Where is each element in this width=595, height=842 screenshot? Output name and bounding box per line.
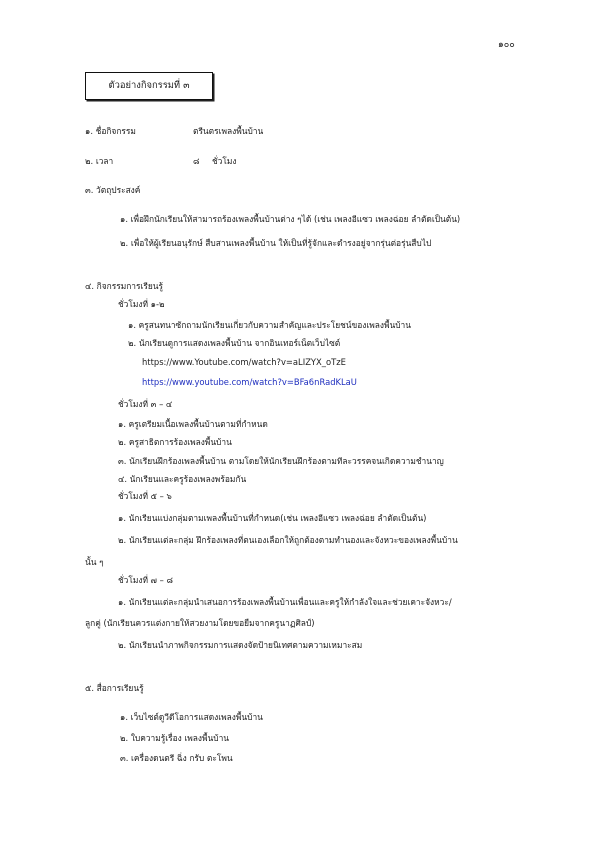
list-item-continuation: ลูกคู่ (นักเรียนควรแต่งกายให้สวยงามโดยขอยืมจากครูนาฏศิลป์) — [85, 618, 315, 628]
hours-7-8-heading: ชั่วโมงที่ ๗ – ๘ — [118, 575, 173, 585]
list-item: ๔. นักเรียนและครูร้องเพลงพร้อมกัน — [118, 474, 247, 484]
list-item: ๒. นักเรียนแต่ละกลุ่ม ฝึกร้องเพลงที่ตนเองเลือกให้ถูกต้องตามทำนองและจังหวะของเพลงพื้นบ้าน — [118, 535, 458, 545]
list-item: ๑. ครูเตรียมเนื้อเพลงพื้นบ้านตามที่กำหนด — [118, 419, 268, 429]
duration-unit: ชั่วโมง — [212, 156, 237, 166]
page-number: ๑๐๐ — [498, 40, 515, 50]
activity-title-box — [85, 72, 213, 100]
list-item: ๒. นักเรียนดูการแสดงเพลงพื้นบ้าน จากอินเทอร์เน็ตเว็บไซต์ — [128, 338, 341, 348]
hours-1-2-heading: ชั่วโมงที่ ๑-๒ — [118, 299, 165, 309]
objective-item: ๒. เพื่อให้ผู้เรียนอนุรักษ์ สืบสานเพลงพื้นบ้าน ให้เป็นที่รู้จักและดำรงอยู่จากรุ่นต่อรุ่นสืบไป — [120, 238, 432, 248]
list-item: ๑. นักเรียนแบ่งกลุ่มตามเพลงพื้นบ้านที่กำหนด(เช่น เพลงอีแซว เพลงฉ่อย ลำตัดเป็นต้น) — [118, 513, 427, 523]
objective-item: ๑. เพื่อฝึกนักเรียนให้สามารถร้องเพลงพื้นบ้านต่าง ๆได้ (เช่น เพลงอีแซว เพลงฉ่อย ลำตัดเป็นต้น) — [120, 214, 461, 224]
media-item: ๑. เว็บไซต์ดูวีดีโอการแสดงเพลงพื้นบ้าน — [120, 712, 263, 722]
learning-activities-heading: ๔. กิจกรรมการเรียนรู้ — [85, 281, 163, 291]
duration-value: ๘ — [193, 156, 200, 166]
hours-5-6-heading: ชั่วโมงที่ ๕ – ๖ — [118, 491, 172, 501]
list-item: ๒. นักเรียนนำภาพกิจกรรมการแสดงจัดป้ายนิเทศตามความเหมาะสม — [118, 640, 363, 650]
list-item: ๒. ครูสาธิตการร้องเพลงพื้นบ้าน — [118, 437, 232, 447]
list-item: ๑. นักเรียนแต่ละกลุ่มนำเสนอการร้องเพลงพื้นบ้านเพื่อนและครูให้กำลังใจและช่วยเคาะจังหวะ/ — [118, 597, 452, 607]
media-item: ๒. ใบความรู้เรื่อง เพลงพื้นบ้าน — [120, 733, 230, 743]
video-url[interactable]: https://www.Youtube.com/watch?v=aLIZYX_oTzE — [142, 357, 346, 367]
activity-title: ตัวอย่างกิจกรรมที่ ๓ — [108, 80, 190, 92]
activity-name-label: ๑. ชื่อกิจกรรม — [85, 126, 136, 136]
list-item-continuation: นั้น ๆ — [85, 557, 104, 567]
objectives-heading: ๓. วัตถุประสงค์ — [85, 185, 141, 195]
list-item: ๓. นักเรียนฝึกร้องเพลงพื้นบ้าน ตามโดยให้นักเรียนฝึกร้องตามทีละวรรคจนเกิดความชำนาญ — [118, 456, 444, 466]
video-link[interactable]: https://www.youtube.com/watch?v=BFa6nRadKLaU — [142, 377, 357, 387]
list-item: ๑. ครูสนทนาซักถามนักเรียนเกี่ยวกับความสำคัญและประโยชน์ของเพลงพื้นบ้าน — [128, 320, 411, 330]
media-heading: ๕. สื่อการเรียนรู้ — [85, 683, 144, 693]
duration-label: ๒. เวลา — [85, 156, 114, 166]
media-item: ๓. เครื่องดนตรี ฉิ่ง กรับ ตะโพน — [120, 753, 233, 763]
hours-3-4-heading: ชั่วโมงที่ ๓ – ๔ — [118, 399, 173, 409]
activity-name-value: ตรีนตรเพลงพื้นบ้าน — [193, 126, 264, 136]
